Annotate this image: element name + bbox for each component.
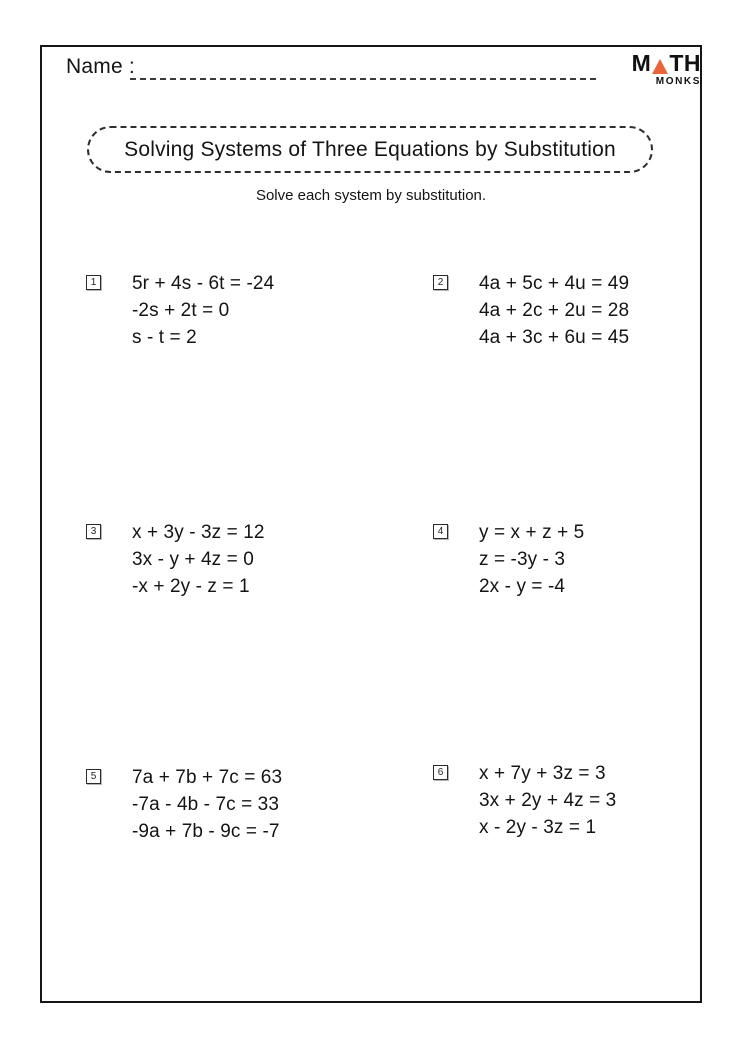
problem-4-equations [479,519,584,600]
logo-triangle-icon [652,59,668,74]
problem-5-equations [132,764,282,845]
equation-line: 3x - y + 4z = 0 [132,549,254,570]
equation-line: -9a + 7b - 9c = -7 [132,821,280,842]
equation-line: 2x - y = -4 [479,576,566,597]
problem-6-number-badge: 6 [433,765,448,780]
equation-line: x + 3y - 3z = 12 [132,522,265,543]
problem-3 [86,519,265,600]
logo-word [632,52,701,75]
equation-line: 5r + 4s - 6t = -24 [132,273,275,294]
problem-1-number-badge: 1 [86,275,101,290]
problem-4 [433,519,584,600]
problem-2-number-badge: 2 [433,275,448,290]
problem-6 [433,760,616,841]
name-label: Name : [66,55,135,78]
equation-line: z = -3y - 3 [479,549,566,570]
problem-1-equations [132,270,274,351]
problem-6-equations [479,760,616,841]
problem-5-number-badge: 5 [86,769,101,784]
equation-line: x + 7y + 3z = 3 [479,763,606,784]
equation-line: -7a - 4b - 7c = 33 [132,794,280,815]
problem-4-number-badge: 4 [433,524,448,539]
title-oval [87,126,653,173]
logo-letter-m: M [631,50,652,76]
logo-subtext: MONKS [655,76,701,87]
problem-1 [86,270,274,351]
equation-line: y = x + z + 5 [479,522,585,543]
logo-letters-th: TH [669,50,701,76]
instructions-text: Solve each system by substitution. [255,187,487,204]
equation-line: 3x + 2y + 4z = 3 [479,790,617,811]
equation-line: -x + 2y - z = 1 [132,576,250,597]
equation-line: -2s + 2t = 0 [132,300,230,321]
name-fill-in-line [130,58,596,80]
problem-2-equations [479,270,629,351]
problem-5 [86,764,282,845]
equation-line: 4a + 5c + 4u = 49 [479,273,630,294]
problem-2 [433,270,629,351]
math-monks-logo [632,52,701,87]
problem-3-equations [132,519,265,600]
problem-3-number-badge: 3 [86,524,101,539]
equation-line: 7a + 7b + 7c = 63 [132,767,283,788]
page-title: Solving Systems of Three Equations by Substitution [124,137,616,161]
equation-line: 4a + 3c + 6u = 45 [479,327,630,348]
equation-line: 4a + 2c + 2u = 28 [479,300,630,321]
equation-line: x - 2y - 3z = 1 [479,817,597,838]
equation-line: s - t = 2 [132,327,197,348]
